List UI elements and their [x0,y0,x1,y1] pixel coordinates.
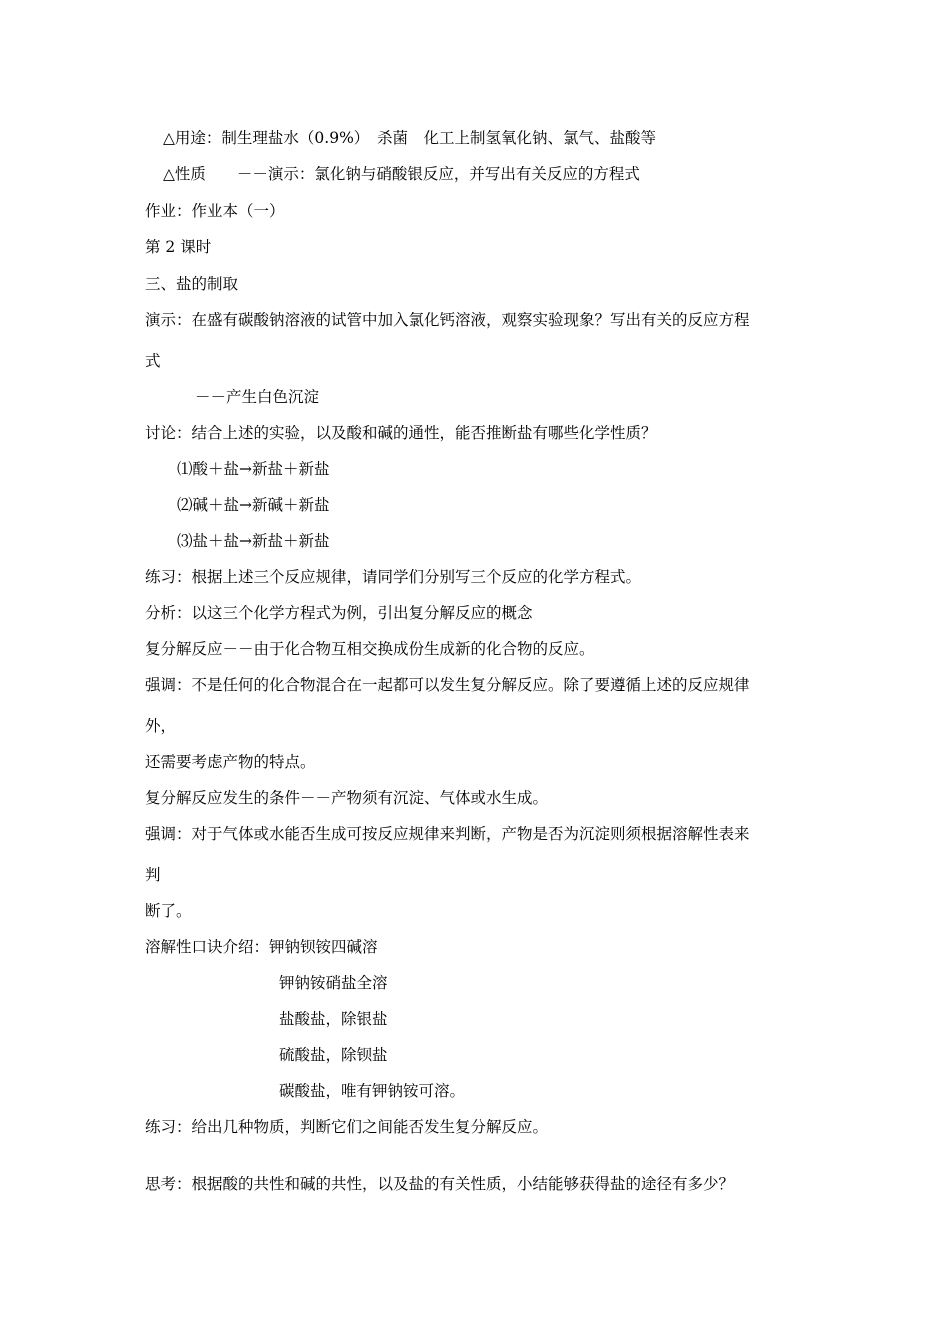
section-heading: 三、盐的制取 [145,275,239,293]
condition-line: 复分解反应发生的条件－－产物须有沉淀、气体或水生成。 [145,789,549,807]
demo-line: 演示：在盛有碳酸钠溶液的试管中加入氯化钙溶液，观察实验现象？写出有关的反应方程 [145,311,750,329]
exercise-line: 练习：根据上述三个反应规律，请同学们分别写三个反应的化学方程式。 [145,568,642,586]
emphasis-2-line: 强调：对于气体或水能否生成可按反应规律来判断，产物是否为沉淀则须根据溶解性表来 [145,825,750,843]
analysis-line: 分析：以这三个化学方程式为例，引出复分解反应的概念 [145,604,533,622]
lesson-heading: 第 2 课时 [145,238,212,256]
property-line: △性质 －－演示：氯化钠与硝酸银反应，并写出有关反应的方程式 [163,165,640,183]
emphasis-2-line-cont-2: 断了。 [145,902,192,920]
exercise-2-line: 练习：给出几种物质，判断它们之间能否发生复分解反应。 [145,1118,549,1136]
demo-line-cont: 式 [145,352,161,370]
thinking-line: 思考：根据酸的共性和碱的共性，以及盐的有关性质，小结能够获得盐的途径有多少？ [145,1175,735,1193]
emphasis-2-line-cont: 判 [145,866,161,884]
solubility-rule-5: 碳酸盐，唯有钾钠铵可溶。 [279,1082,466,1100]
emphasis-line-cont-2: 还需要考虑产物的特点。 [145,753,316,771]
solubility-rule-2: 钾钠铵硝盐全溶 [279,974,388,992]
rule-3: ⑶盐＋盐→新盐＋新盐 [177,532,330,550]
demo-result: －－产生白色沉淀 [195,388,320,406]
emphasis-line: 强调：不是任何的化合物混合在一起都可以发生复分解反应。除了要遵循上述的反应规律 [145,676,750,694]
homework-line: 作业：作业本（一） [145,202,285,220]
discussion-line: 讨论：结合上述的实验，以及酸和碱的通性，能否推断盐有哪些化学性质？ [145,424,657,442]
solubility-rule-4: 硫酸盐，除钡盐 [279,1046,388,1064]
usage-line: △用途：制生理盐水（0.9%） 杀菌 化工上制氢氧化钠、氯气、盐酸等 [163,129,657,147]
rule-1: ⑴酸＋盐→新盐＋新盐 [177,460,330,478]
rule-2: ⑵碱＋盐→新碱＋新盐 [177,496,330,514]
solubility-rule-3: 盐酸盐，除银盐 [279,1010,388,1028]
solubility-intro: 溶解性口诀介绍：钾钠钡铵四碱溶 [145,938,378,956]
definition-line: 复分解反应－－由于化合物互相交换成份生成新的化合物的反应。 [145,640,595,658]
emphasis-line-cont: 外， [145,717,177,735]
